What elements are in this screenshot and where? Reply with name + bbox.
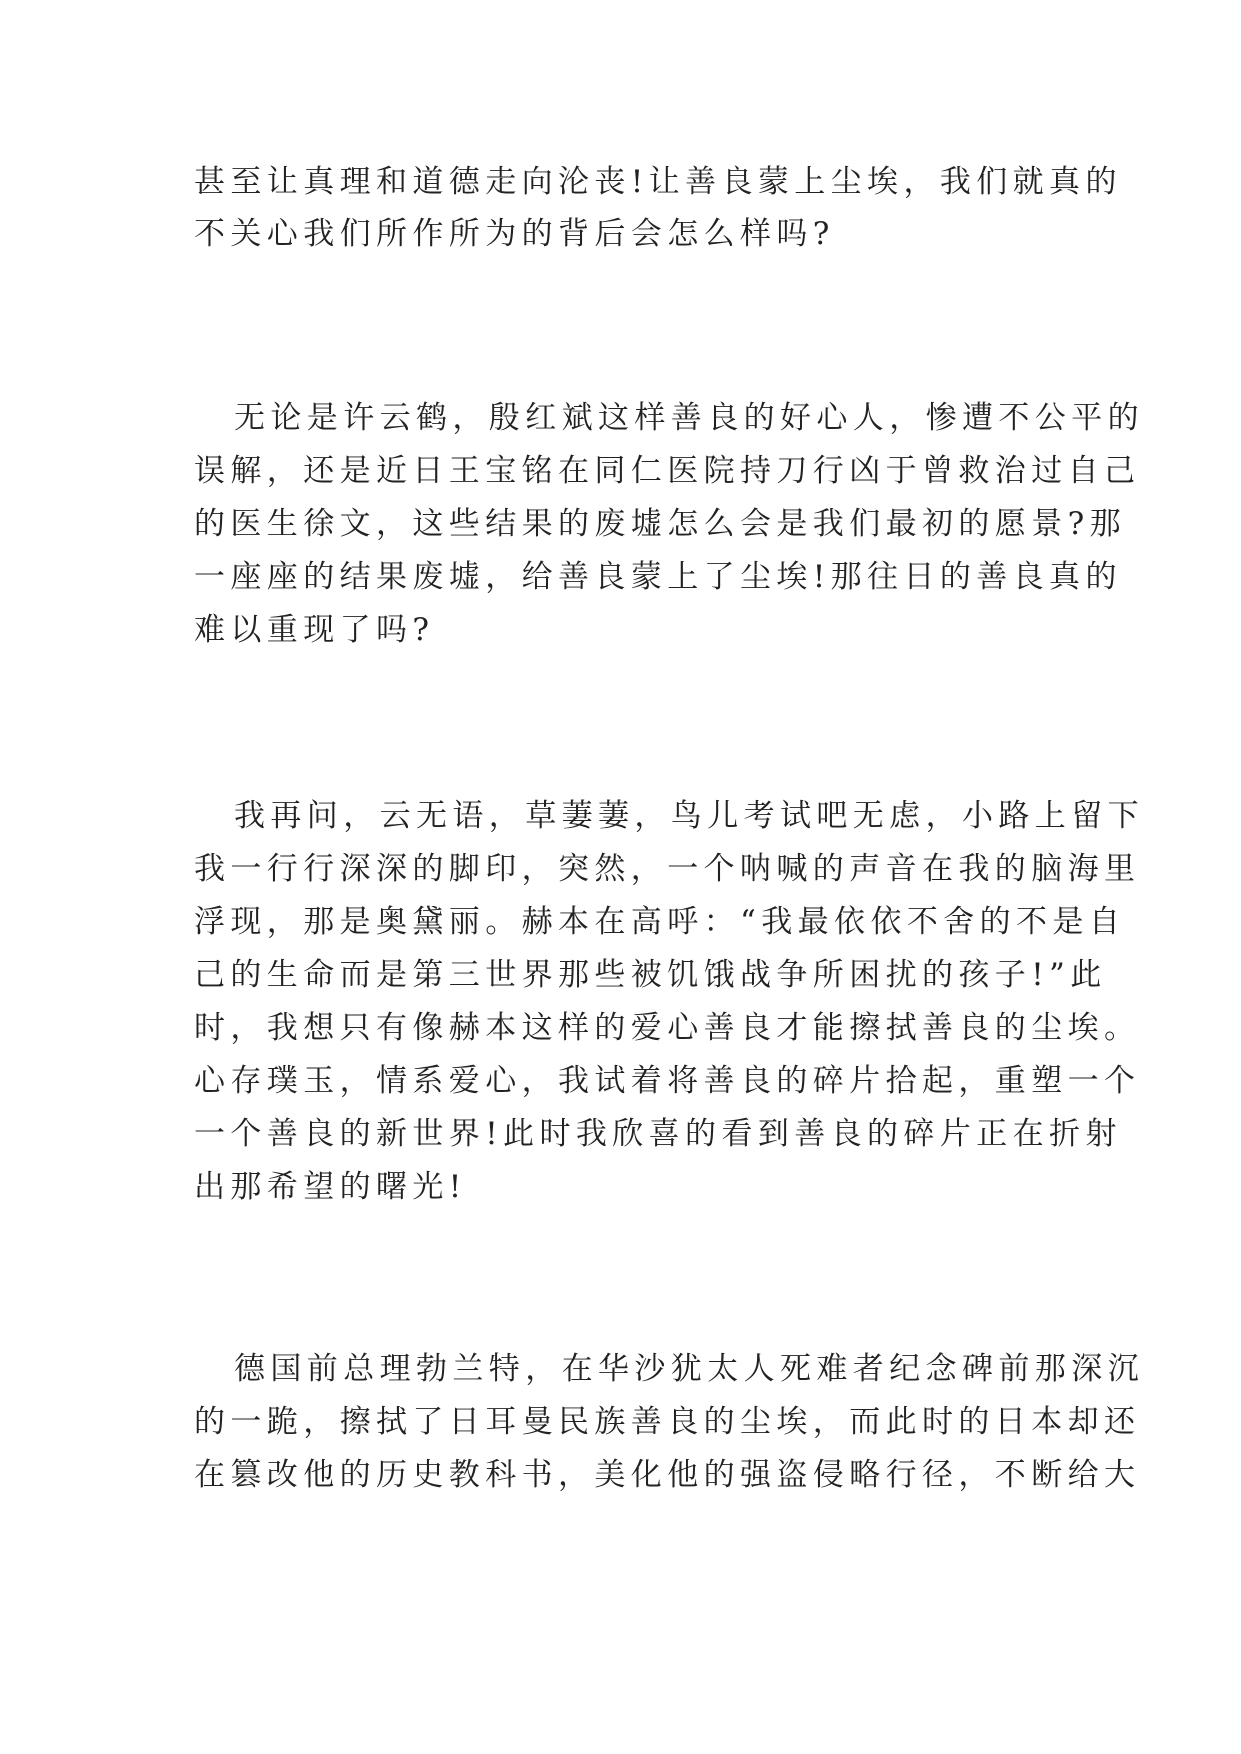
paragraph-1-line-2: 不关心我们所作所为的背后会怎么样吗?: [194, 216, 835, 252]
paragraph-4-line-2: 的一跪，擦拭了日耳曼民族善良的尘埃，而此时的日本却还: [194, 1404, 1141, 1440]
paragraph-3-line-1: 我再问，云无语，草萋萋，鸟儿考试吧无虑，小路上留下: [234, 798, 1144, 834]
paragraph-3-line-6: 心存璞玉，情系爱心，我试着将善良的碎片拾起，重塑一个: [194, 1063, 1141, 1099]
paragraph-3-line-7: 一个善良的新世界!此时我欣喜的看到善良的碎片正在折射: [194, 1116, 1122, 1152]
paragraph-2-line-5: 难以重现了吗?: [194, 612, 435, 648]
paragraph-3-line-8: 出那希望的曙光!: [194, 1169, 467, 1205]
paragraph-2-line-3: 的医生徐文，这些结果的废墟怎么会是我们最初的愿景?那: [194, 506, 1127, 542]
paragraph-3-line-4: 己的生命而是第三世界那些被饥饿战争所困扰的孩子!”此: [194, 957, 1107, 993]
paragraph-3-line-5: 时，我想只有像赫本这样的爱心善良才能擦拭善良的尘埃。: [194, 1010, 1141, 1046]
paragraph-2-line-1: 无论是许云鹤，殷红斌这样善良的好心人，惨遭不公平的: [234, 400, 1144, 436]
paragraph-4-line-1: 德国前总理勃兰特，在华沙犹太人死难者纪念碑前那深沉: [234, 1351, 1144, 1387]
paragraph-1-line-1: 甚至让真理和道德走向沦丧!让善良蒙上尘埃，我们就真的: [194, 164, 1122, 200]
paragraph-3-line-3: 浮现，那是奥黛丽。赫本在高呼：“我最依依不舍的不是自: [194, 904, 1126, 940]
paragraph-4-line-3: 在篡改他的历史教科书，美化他的强盗侵略行径，不断给大: [194, 1457, 1141, 1493]
paragraph-2-line-2: 误解，还是近日王宝铭在同仁医院持刀行凶于曾救治过自己: [194, 453, 1141, 489]
paragraph-3-line-2: 我一行行深深的脚印，突然，一个呐喊的声音在我的脑海里: [194, 851, 1141, 887]
paragraph-2-line-4: 一座座的结果废墟，给善良蒙上了尘埃!那往日的善良真的: [194, 559, 1122, 595]
